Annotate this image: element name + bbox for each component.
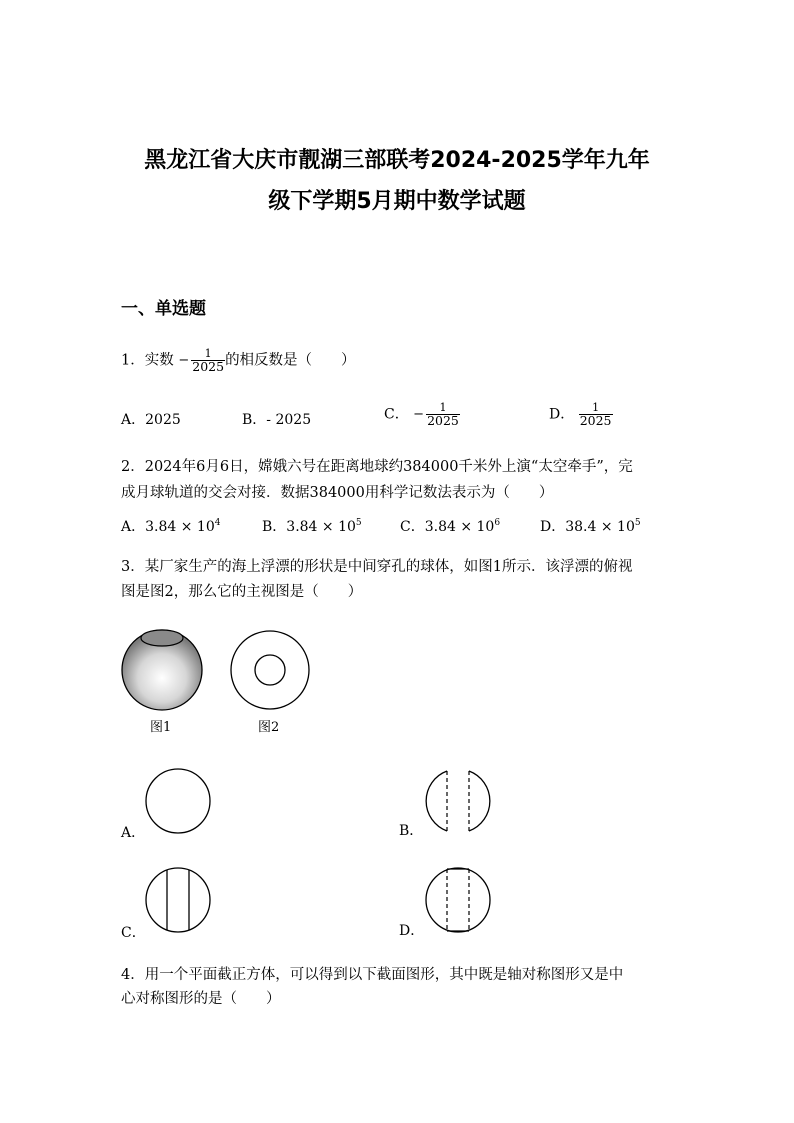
q2-option-b[interactable]: B．$3.84 \times 10^5$: [262, 518, 362, 535]
q3-option-a-label[interactable]: A．: [121, 825, 146, 841]
figure-2-caption: 图2: [258, 720, 280, 735]
q2-option-c[interactable]: C．$3.84 \times 10^6$: [400, 518, 501, 535]
q1-option-a[interactable]: A．2025: [121, 412, 181, 428]
question-2-line2: 成月球轨道的交会对接．数据384000用科学记数法表示为（ ）: [121, 485, 554, 501]
page-title-line2: 级下学期5月期中数学试题: [268, 189, 526, 214]
figure-2-top-view: [226, 626, 316, 716]
q3-option-c-label[interactable]: C．: [121, 925, 146, 941]
question-4-line1: 4．用一个平面截正方体，可以得到以下截面图形，其中既是轴对称图形又是中: [121, 967, 624, 983]
figure-1-caption: 图1: [150, 720, 172, 735]
q1-text-after: 的相反数是（ ）: [225, 352, 356, 369]
q3-option-a-figure[interactable]: [143, 767, 215, 839]
figure-1-sphere: [119, 626, 209, 716]
q3-option-c-figure[interactable]: [143, 866, 215, 938]
q1-option-c[interactable]: C． − $\frac{1}{2025}$: [384, 401, 459, 428]
q3-option-d-figure[interactable]: [424, 866, 496, 938]
question-4-line2: 心对称图形的是（ ）: [121, 991, 281, 1007]
q2-option-d[interactable]: D．$38.4 \times 10^5$: [540, 518, 641, 535]
q1-option-d[interactable]: D． $\frac{1}{2025}$: [549, 401, 612, 428]
q1-option-b[interactable]: B．- 2025: [242, 412, 312, 428]
question-3-line2: 图是图2，那么它的主视图是（ ）: [121, 584, 363, 600]
section-heading: 一、单选题: [121, 299, 206, 319]
q1-text-before: 1．实数: [121, 352, 174, 369]
q1-minus: −: [178, 353, 190, 368]
q3-option-b-label[interactable]: B．: [399, 823, 424, 839]
q2-option-a[interactable]: A．$3.84 \times 10^4$: [121, 518, 221, 535]
q3-option-d-label[interactable]: D．: [399, 923, 425, 939]
q1-fraction: $\frac{1}{2025}$: [192, 347, 225, 374]
page-title-line1: 黑龙江省大庆市靓湖三部联考2024-2025学年九年: [144, 148, 650, 173]
question-3-line1: 3．某厂家生产的海上浮漂的形状是中间穿孔的球体，如图1所示．该浮漂的俯视: [121, 559, 633, 575]
question-2-line1: 2．2024年6月6日，嫦娥六号在距离地球约384000千米外上演“太空牵手”，完: [121, 459, 633, 475]
q3-option-b-figure[interactable]: [424, 767, 496, 839]
question-1: [121, 348, 356, 373]
